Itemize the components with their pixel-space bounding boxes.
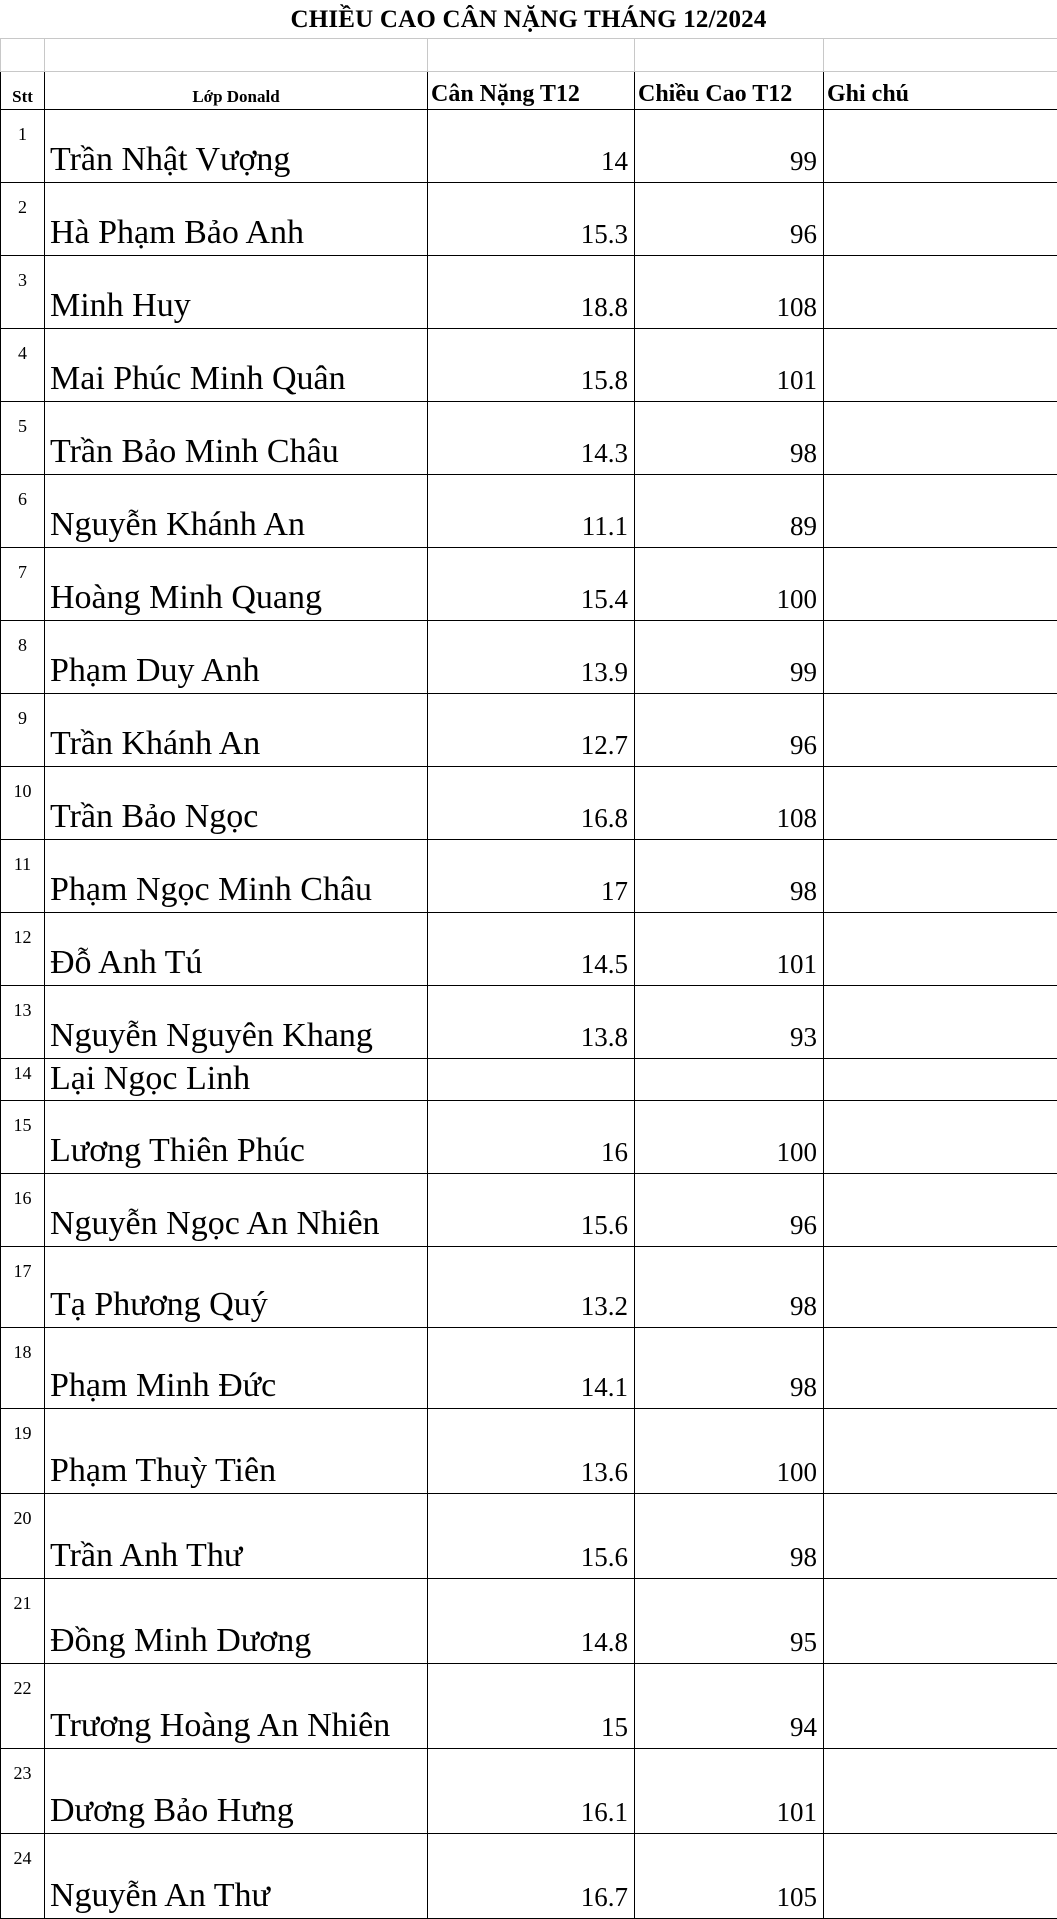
- stt-cell[interactable]: 19: [1, 1409, 45, 1494]
- stt-cell[interactable]: 1: [1, 110, 45, 183]
- name-cell[interactable]: Lại Ngọc Linh: [45, 1059, 428, 1101]
- weight-cell[interactable]: 12.7: [428, 694, 635, 767]
- table-row: [1, 329, 1057, 402]
- spacer-cell[interactable]: [45, 39, 428, 72]
- note-cell[interactable]: [824, 1101, 1057, 1174]
- note-cell[interactable]: [824, 1247, 1057, 1328]
- weight-cell[interactable]: 15.8: [428, 329, 635, 402]
- height-cell[interactable]: 100: [635, 548, 824, 621]
- stt-cell[interactable]: 13: [1, 986, 45, 1059]
- note-cell[interactable]: [824, 1834, 1057, 1919]
- name-cell[interactable]: Nguyễn Ngọc An Nhiên: [45, 1174, 428, 1247]
- stt-cell[interactable]: 10: [1, 767, 45, 840]
- height-cell[interactable]: 93: [635, 986, 824, 1059]
- spacer-cell[interactable]: [824, 39, 1057, 72]
- weight-cell[interactable]: 14.1: [428, 1328, 635, 1409]
- weight-cell[interactable]: [428, 1059, 635, 1101]
- height-cell[interactable]: 98: [635, 402, 824, 475]
- name-cell[interactable]: Nguyễn An Thư: [45, 1834, 428, 1919]
- weight-cell[interactable]: 13.6: [428, 1409, 635, 1494]
- header-height[interactable]: Chiều Cao T12: [635, 72, 824, 110]
- table-row: [1, 183, 1057, 256]
- height-cell[interactable]: 105: [635, 1834, 824, 1919]
- height-cell[interactable]: 94: [635, 1664, 824, 1749]
- table-row: [1, 1101, 1057, 1174]
- note-cell[interactable]: [824, 1409, 1057, 1494]
- height-cell[interactable]: 108: [635, 767, 824, 840]
- name-cell[interactable]: Trần Bảo Ngọc: [45, 767, 428, 840]
- name-cell[interactable]: Hà Phạm Bảo Anh: [45, 183, 428, 256]
- note-cell[interactable]: [824, 1059, 1057, 1101]
- name-cell[interactable]: Phạm Thuỳ Tiên: [45, 1409, 428, 1494]
- spacer-cell[interactable]: [635, 39, 824, 72]
- weight-cell[interactable]: 13.2: [428, 1247, 635, 1328]
- name-cell[interactable]: Phạm Duy Anh: [45, 621, 428, 694]
- header-note[interactable]: Ghi chú: [824, 72, 1057, 110]
- weight-cell[interactable]: 13.8: [428, 986, 635, 1059]
- stt-cell[interactable]: 20: [1, 1494, 45, 1579]
- height-cell[interactable]: 96: [635, 183, 824, 256]
- weight-cell[interactable]: 16.1: [428, 1749, 635, 1834]
- table-row: [1, 548, 1057, 621]
- table-row: [1, 1579, 1057, 1664]
- weight-cell[interactable]: 15.6: [428, 1494, 635, 1579]
- stt-cell[interactable]: 16: [1, 1174, 45, 1247]
- table-row: [1, 621, 1057, 694]
- height-cell[interactable]: 99: [635, 621, 824, 694]
- stt-cell[interactable]: 3: [1, 256, 45, 329]
- stt-cell[interactable]: 7: [1, 548, 45, 621]
- height-cell[interactable]: 108: [635, 256, 824, 329]
- name-cell[interactable]: Tạ Phương Quý: [45, 1247, 428, 1328]
- height-cell[interactable]: [635, 1059, 824, 1101]
- height-cell[interactable]: 89: [635, 475, 824, 548]
- weight-cell[interactable]: 16: [428, 1101, 635, 1174]
- note-cell[interactable]: [824, 548, 1057, 621]
- note-cell[interactable]: [824, 694, 1057, 767]
- name-cell[interactable]: Nguyễn Nguyên Khang: [45, 986, 428, 1059]
- name-cell[interactable]: Dương Bảo Hưng: [45, 1749, 428, 1834]
- note-cell[interactable]: [824, 986, 1057, 1059]
- note-cell[interactable]: [824, 621, 1057, 694]
- note-cell[interactable]: [824, 1664, 1057, 1749]
- stt-cell[interactable]: 12: [1, 913, 45, 986]
- weight-cell[interactable]: 14: [428, 110, 635, 183]
- table-row: [1, 1664, 1057, 1749]
- name-cell[interactable]: Trần Nhật Vượng: [45, 110, 428, 183]
- weight-cell[interactable]: 18.8: [428, 256, 635, 329]
- height-cell[interactable]: 99: [635, 110, 824, 183]
- stt-cell[interactable]: 14: [1, 1059, 45, 1101]
- spacer-row: [1, 39, 1057, 72]
- height-cell[interactable]: 98: [635, 1494, 824, 1579]
- table-row: [1, 1494, 1057, 1579]
- note-cell[interactable]: [824, 1494, 1057, 1579]
- spacer-cell[interactable]: [428, 39, 635, 72]
- table-row: [1, 1174, 1057, 1247]
- table-row: [1, 840, 1057, 913]
- stt-cell[interactable]: 6: [1, 475, 45, 548]
- header-weight[interactable]: Cân Nặng T12: [428, 72, 635, 110]
- name-cell[interactable]: Trần Anh Thư: [45, 1494, 428, 1579]
- data-table: [0, 38, 1057, 1919]
- weight-cell[interactable]: 15.6: [428, 1174, 635, 1247]
- note-cell[interactable]: [824, 840, 1057, 913]
- weight-cell[interactable]: 14.3: [428, 402, 635, 475]
- header-row: [1, 72, 1057, 110]
- table-row: [1, 1834, 1057, 1919]
- note-cell[interactable]: [824, 256, 1057, 329]
- table-row: [1, 986, 1057, 1059]
- table-row: [1, 256, 1057, 329]
- height-cell[interactable]: 96: [635, 694, 824, 767]
- sheet-title: CHIỀU CAO CÂN NẶNG THÁNG 12/2024: [0, 0, 1057, 40]
- name-cell[interactable]: Hoàng Minh Quang: [45, 548, 428, 621]
- name-cell[interactable]: Nguyễn Khánh An: [45, 475, 428, 548]
- height-cell[interactable]: 98: [635, 840, 824, 913]
- stt-cell[interactable]: 24: [1, 1834, 45, 1919]
- note-cell[interactable]: [824, 913, 1057, 986]
- header-stt[interactable]: Stt: [1, 72, 45, 110]
- height-cell[interactable]: 96: [635, 1174, 824, 1247]
- stt-cell[interactable]: 17: [1, 1247, 45, 1328]
- stt-cell[interactable]: 11: [1, 840, 45, 913]
- height-cell[interactable]: 95: [635, 1579, 824, 1664]
- weight-cell[interactable]: 14.5: [428, 913, 635, 986]
- height-cell[interactable]: 98: [635, 1247, 824, 1328]
- weight-cell[interactable]: 16.8: [428, 767, 635, 840]
- stt-cell[interactable]: 4: [1, 329, 45, 402]
- weight-cell[interactable]: 11.1: [428, 475, 635, 548]
- stt-cell[interactable]: 23: [1, 1749, 45, 1834]
- height-cell[interactable]: 98: [635, 1328, 824, 1409]
- stt-cell[interactable]: 18: [1, 1328, 45, 1409]
- table-row: [1, 1247, 1057, 1328]
- height-cell[interactable]: 101: [635, 1749, 824, 1834]
- name-cell[interactable]: Trần Khánh An: [45, 694, 428, 767]
- note-cell[interactable]: [824, 1749, 1057, 1834]
- note-cell[interactable]: [824, 767, 1057, 840]
- name-cell[interactable]: Phạm Ngọc Minh Châu: [45, 840, 428, 913]
- table-row: [1, 475, 1057, 548]
- table-row: [1, 913, 1057, 986]
- weight-cell[interactable]: 15.4: [428, 548, 635, 621]
- height-cell[interactable]: 101: [635, 329, 824, 402]
- table-row: [1, 1328, 1057, 1409]
- weight-cell[interactable]: 13.9: [428, 621, 635, 694]
- note-cell[interactable]: [824, 1174, 1057, 1247]
- stt-cell[interactable]: 21: [1, 1579, 45, 1664]
- name-cell[interactable]: Lương Thiên Phúc: [45, 1101, 428, 1174]
- height-cell[interactable]: 100: [635, 1409, 824, 1494]
- weight-cell[interactable]: 16.7: [428, 1834, 635, 1919]
- stt-cell[interactable]: 8: [1, 621, 45, 694]
- name-cell[interactable]: Đồng Minh Dương: [45, 1579, 428, 1664]
- note-cell[interactable]: [824, 329, 1057, 402]
- table-row: [1, 1749, 1057, 1834]
- stt-cell[interactable]: 22: [1, 1664, 45, 1749]
- name-cell[interactable]: Phạm Minh Đức: [45, 1328, 428, 1409]
- name-cell[interactable]: Minh Huy: [45, 256, 428, 329]
- table-row: [1, 110, 1057, 183]
- weight-cell[interactable]: 15: [428, 1664, 635, 1749]
- weight-cell[interactable]: 17: [428, 840, 635, 913]
- height-cell[interactable]: 101: [635, 913, 824, 986]
- weight-cell[interactable]: 14.8: [428, 1579, 635, 1664]
- table-row: [1, 694, 1057, 767]
- header-class-name[interactable]: Lớp Donald: [45, 72, 428, 110]
- weight-cell[interactable]: 15.3: [428, 183, 635, 256]
- note-cell[interactable]: [824, 402, 1057, 475]
- note-cell[interactable]: [824, 183, 1057, 256]
- table-row: [1, 767, 1057, 840]
- spacer-cell[interactable]: [1, 39, 45, 72]
- name-cell[interactable]: Trần Bảo Minh Châu: [45, 402, 428, 475]
- name-cell[interactable]: Mai Phúc Minh Quân: [45, 329, 428, 402]
- table-row: [1, 1059, 1057, 1101]
- stt-cell[interactable]: 5: [1, 402, 45, 475]
- note-cell[interactable]: [824, 475, 1057, 548]
- height-cell[interactable]: 100: [635, 1101, 824, 1174]
- stt-cell[interactable]: 15: [1, 1101, 45, 1174]
- note-cell[interactable]: [824, 110, 1057, 183]
- name-cell[interactable]: Đỗ Anh Tú: [45, 913, 428, 986]
- name-cell[interactable]: Trương Hoàng An Nhiên: [45, 1664, 428, 1749]
- stt-cell[interactable]: 2: [1, 183, 45, 256]
- note-cell[interactable]: [824, 1328, 1057, 1409]
- note-cell[interactable]: [824, 1579, 1057, 1664]
- stt-cell[interactable]: 9: [1, 694, 45, 767]
- table-row: [1, 402, 1057, 475]
- table-row: [1, 1409, 1057, 1494]
